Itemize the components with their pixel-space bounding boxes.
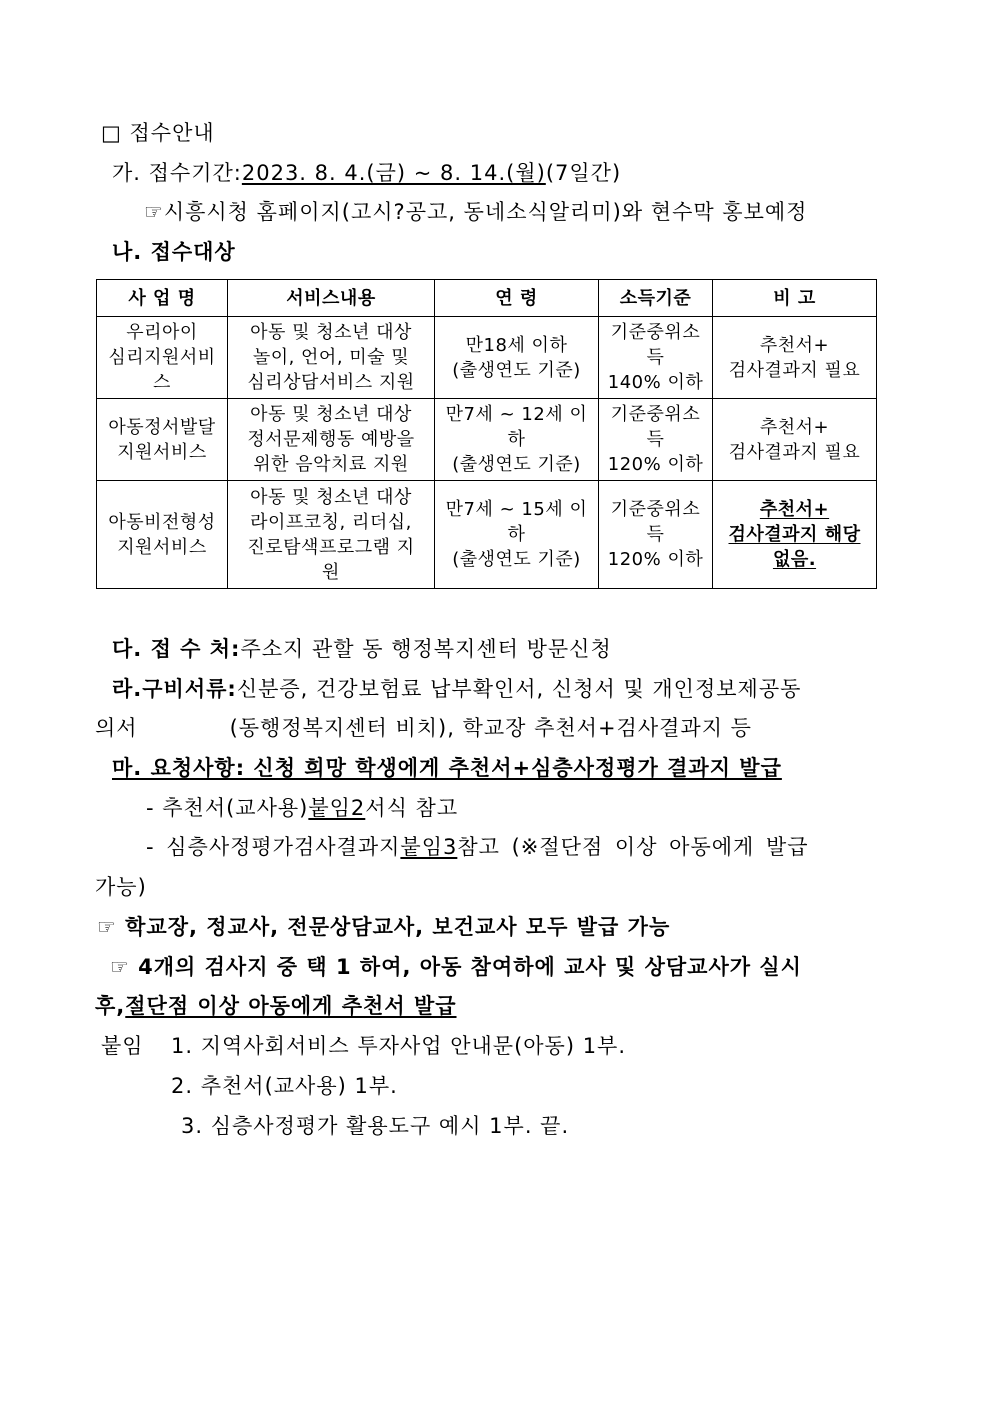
row-age: 만18세 이하 (출생연도 기준) [435,317,599,399]
docs-line [112,673,801,703]
sub-item-2 [146,831,809,861]
request-line: 마. 요청사항: 신청 희망 학생에게 추천서+심층사정평가 결과지 발급 [112,756,782,780]
sub-item-2-post: 참고 (※절단점 이상 아동에게 발급 [457,835,809,859]
table-row [97,481,877,589]
place-line [112,633,612,663]
row-note: 추천서+ 검사결과지 해당 없음. [713,481,877,589]
docs-text: 신분증, 건강보험료 납부확인서, 신청서 및 개인정보제공동 [236,677,802,701]
place-text: 주소지 관할 동 행정복지센터 방문신청 [240,637,612,661]
sub-item-1 [146,792,458,822]
table-row [97,399,877,481]
promo-line: ☞시흥시청 홈페이지(고시?공고, 동네소식알리미)와 현수막 홍보예정 [144,200,808,224]
sub-item-1-text: - 추천서(교사용) [146,796,309,820]
section-heading: □ 접수안내 [101,121,215,145]
sub-item-2-cont: 가능) [95,875,147,899]
note-2-prefix: 후, [95,994,126,1018]
row-name: 우리아이 심리지원서비 스 [97,317,228,399]
note-2-emphasis: 절단점 이상 아동에게 추천서 발급 [125,994,457,1018]
docs-label: 라.구비서류: [112,677,237,701]
table-row [97,317,877,399]
row-name: 아동정서발달 지원서비스 [97,399,228,481]
attachment-ref-3: 붙임3 [400,835,458,859]
row-age: 만7세 ~ 15세 이 하 (출생연도 기준) [435,481,599,589]
note-2: ☞ 4개의 검사지 중 택 1 하여, 아동 참여하에 교사 및 상담교사가 실시 [110,955,802,979]
period-dates: 2023. 8. 4.(금) ~ 8. 14.(월) [241,161,546,185]
row-income: 기준중위소 득 140% 이하 [599,317,713,399]
row-content: 아동 및 청소년 대상 라이프코칭, 리더십, 진로탐색프로그램 지 원 [228,481,435,589]
attachment-item: 3. 심층사정평가 활용도구 예시 1부. 끝. [181,1114,570,1138]
header-name: 사 업 명 [97,280,228,317]
row-note: 추천서+ 검사결과지 필요 [713,317,877,399]
row-income: 기준중위소 득 120% 이하 [599,481,713,589]
row-name: 아동비전형성 지원서비스 [97,481,228,589]
docs-line-cont [95,712,752,742]
note-1: ☞ 학교장, 정교사, 전문상담교사, 보건교사 모두 발급 가능 [97,915,671,939]
attachments-label: 붙임 [101,1034,144,1058]
target-title: 나. 접수대상 [112,240,236,264]
row-income: 기준중위소 득 120% 이하 [599,399,713,481]
period-suffix: (7일간) [545,161,622,185]
period-line [112,157,621,187]
sub-item-2-text: - 심층사정평가검사결과지 [146,835,401,859]
row-content: 아동 및 청소년 대상 정서문제행동 예방을 위한 음악치료 지원 [228,399,435,481]
header-age: 연 령 [435,280,599,317]
sub-item-1-post: 서식 참고 [365,796,459,820]
header-income: 소득기준 [599,280,713,317]
note-2-cont [95,990,457,1020]
docs-text-cont-a: 의서 [95,716,138,740]
attachment-ref-2: 붙임2 [308,796,366,820]
header-content: 서비스내용 [228,280,435,317]
place-label: 다. 접 수 처: [112,637,241,661]
service-table [96,279,877,589]
period-label: 가. 접수기간: [112,161,242,185]
row-content: 아동 및 청소년 대상 놀이, 언어, 미술 및 심리상담서비스 지원 [228,317,435,399]
header-note: 비 고 [713,280,877,317]
docs-text-cont-b: (동행정복지센터 비치), 학교장 추천서+검사결과지 등 [229,716,752,740]
table-header-row [97,280,877,317]
attachment-item: 2. 추천서(교사용) 1부. [171,1074,398,1098]
attachment-item: 1. 지역사회서비스 투자사업 안내문(아동) 1부. [171,1034,627,1058]
row-note: 추천서+ 검사결과지 필요 [713,399,877,481]
row-age: 만7세 ~ 12세 이 하 (출생연도 기준) [435,399,599,481]
